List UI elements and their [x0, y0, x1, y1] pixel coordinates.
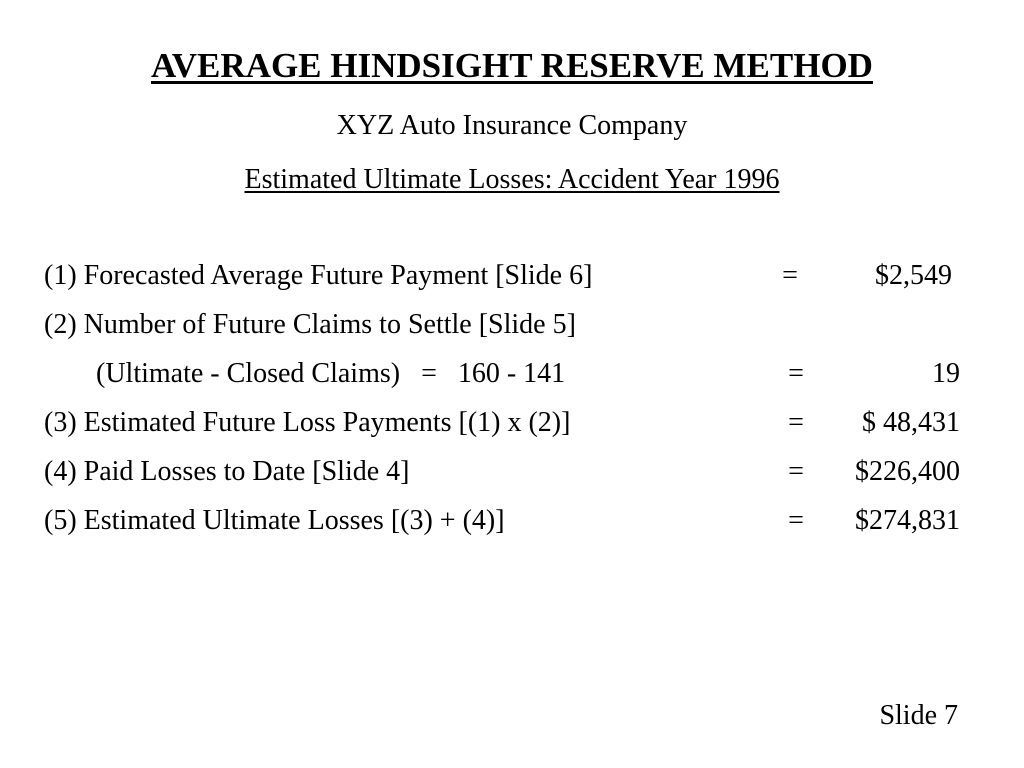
- line-description: (3) Estimated Future Loss Payments [(1) x (2)]: [44, 407, 571, 438]
- line-description: (2) Number of Future Claims to Settle [Slide 5]: [44, 309, 576, 340]
- line-value: $226,400: [855, 456, 960, 487]
- line-description: (1) Forecasted Average Future Payment [Slide 6]: [44, 260, 593, 291]
- line-value: $274,831: [855, 505, 960, 536]
- equals-sign: =: [788, 358, 804, 389]
- line-paid-losses-to-date: [0, 452, 1024, 492]
- line-estimated-ultimate-losses: [0, 501, 1024, 541]
- slide-number: Slide 7: [879, 700, 958, 731]
- equals-sign: =: [788, 505, 804, 536]
- line-forecasted-average-payment: [0, 256, 1024, 296]
- section-heading: Estimated Ultimate Losses: Accident Year 1996: [244, 164, 780, 195]
- equals-sign: =: [788, 407, 804, 438]
- line-number-of-future-claims: [0, 305, 1024, 345]
- line-description: (5) Estimated Ultimate Losses [(3) + (4)]: [44, 505, 505, 536]
- equals-sign: =: [782, 260, 798, 291]
- line-value: $2,549: [875, 260, 952, 291]
- equals-sign: =: [788, 456, 804, 487]
- company-name: XYZ Auto Insurance Company: [336, 110, 688, 141]
- line-estimated-future-loss-payments: [0, 403, 1024, 443]
- line-ultimate-minus-closed-claims: [0, 354, 1024, 394]
- line-value: 19: [932, 358, 960, 389]
- line-description: (4) Paid Losses to Date [Slide 4]: [44, 456, 410, 487]
- line-description: (Ultimate - Closed Claims) = 160 - 141: [96, 358, 566, 389]
- line-value: $ 48,431: [862, 407, 960, 438]
- slide-title: AVERAGE HINDSIGHT RESERVE METHOD: [151, 46, 873, 85]
